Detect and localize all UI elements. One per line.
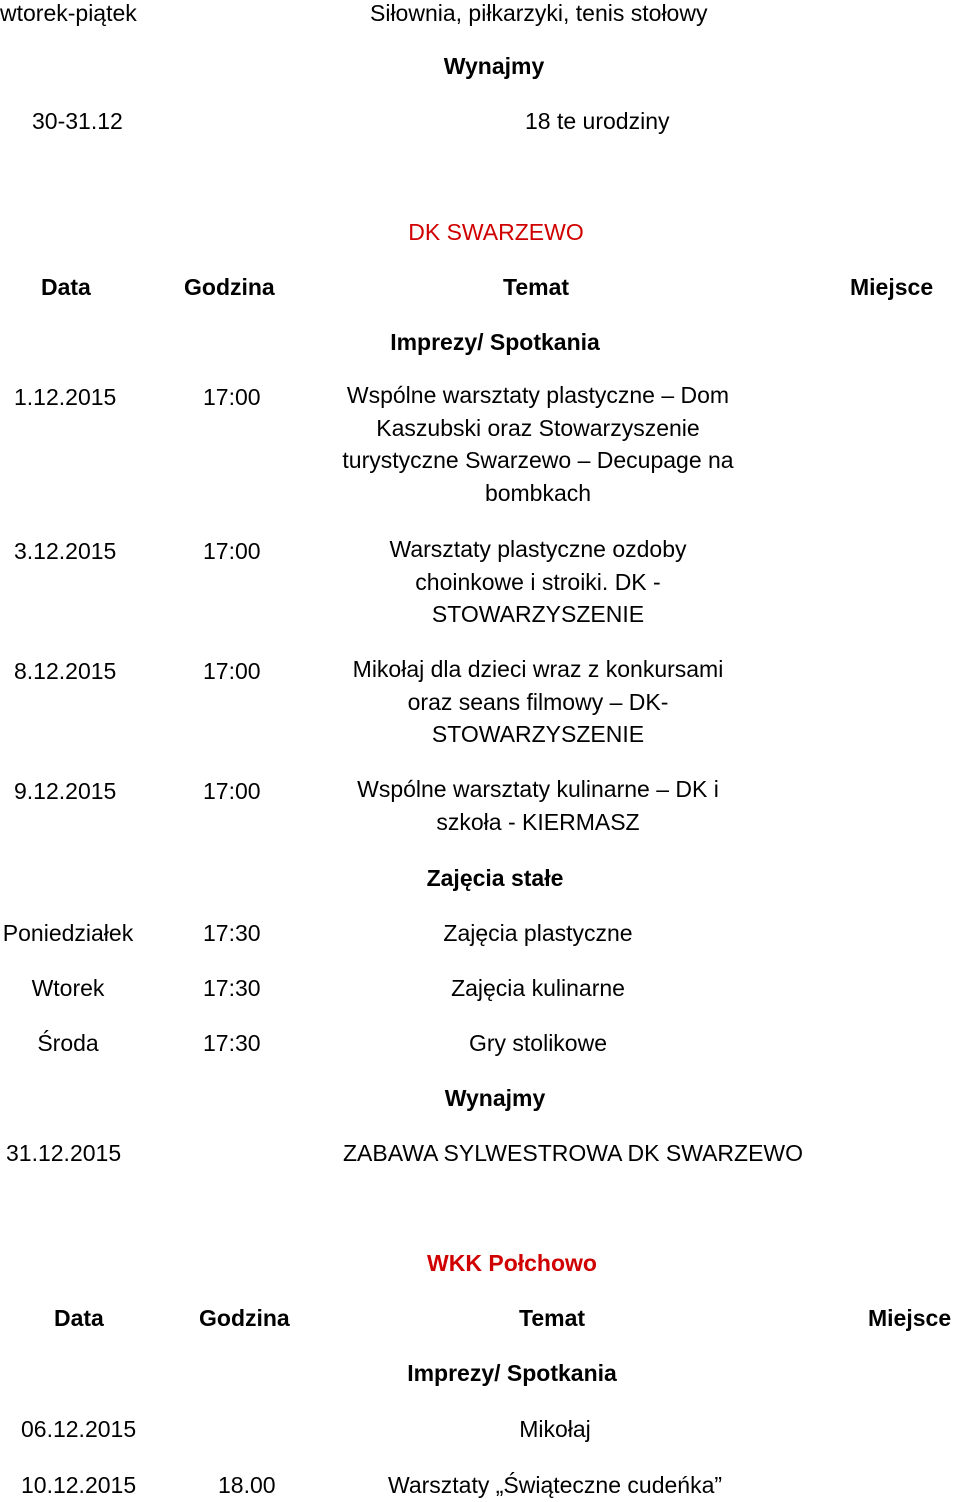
dk-event-date: 9.12.2015 (14, 778, 117, 804)
top-rent-heading: Wynajmy (443, 53, 545, 79)
top-row1-day: wtorek-piątek (0, 0, 137, 26)
dk-event-date: 1.12.2015 (14, 384, 117, 410)
dk-regular-time: 17:30 (203, 1030, 261, 1056)
wkk-events-heading: Imprezy/ Spotkania (407, 1360, 617, 1386)
dk-event-time: 17:00 (203, 384, 261, 410)
dk-event-time: 17:00 (203, 538, 261, 564)
dk-event-time: 17:00 (203, 658, 261, 684)
dk-regular-day: Środa (37, 1030, 99, 1056)
dk-events-heading: Imprezy/ Spotkania (390, 329, 600, 355)
wkk-event-date: 06.12.2015 (21, 1416, 137, 1442)
dk-event-time: 17:00 (203, 778, 261, 804)
top-row2-date: 30-31.12 (32, 108, 123, 134)
dk-header-place: Miejsce (850, 274, 934, 300)
wkk-header-topic: Temat (519, 1305, 586, 1331)
dk-regular-topic: Zajęcia kulinarne (451, 975, 625, 1001)
dk-event-topic: Wspólne warsztaty kulinarne – DK i szkoła - KIERMASZ (357, 776, 719, 835)
wkk-event-date: 10.12.2015 (21, 1472, 137, 1498)
wkk-header-place: Miejsce (868, 1305, 952, 1331)
dk-regular-heading: Zajęcia stałe (426, 865, 564, 891)
top-row2-event: 18 te urodziny (525, 108, 670, 134)
dk-regular-topic: Zajęcia plastyczne (443, 920, 633, 946)
section-title-dk-swarzewo: DK SWARZEWO (408, 219, 584, 245)
wkk-event-topic: Mikołaj (519, 1416, 591, 1442)
dk-event-topic: Mikołaj dla dzieci wraz z konkursami oraz seans filmowy – DK- STOWARZYSZENIE (352, 656, 724, 747)
wkk-event-topic: Warsztaty „Świąteczne cudeńka” (387, 1472, 723, 1498)
dk-rent-heading: Wynajmy (444, 1085, 546, 1111)
top-row1-activity: Siłownia, piłkarzyki, tenis stołowy (370, 0, 708, 26)
dk-regular-day: Wtorek (31, 975, 105, 1001)
dk-rent-event: ZABAWA SYLWESTROWA DK SWARZEWO (343, 1140, 804, 1166)
wkk-header-time: Godzina (199, 1305, 290, 1331)
dk-header-time: Godzina (184, 274, 275, 300)
dk-regular-day: Poniedziałek (2, 920, 134, 946)
dk-header-date: Data (41, 274, 91, 300)
dk-regular-time: 17:30 (203, 920, 261, 946)
section-title-wkk-polchowo: WKK Połchowo (427, 1250, 597, 1276)
dk-header-topic: Temat (503, 274, 570, 300)
dk-event-date: 8.12.2015 (14, 658, 117, 684)
wkk-event-time: 18.00 (218, 1472, 276, 1498)
wkk-header-date: Data (54, 1305, 104, 1331)
dk-regular-topic: Gry stolikowe (468, 1030, 608, 1056)
dk-event-topic: Wspólne warsztaty plastyczne – Dom Kaszubski oraz Stowarzyszenie turystyczne Swarzewo – Decupage na bombkach (342, 382, 734, 506)
dk-rent-date: 31.12.2015 (6, 1140, 122, 1166)
dk-regular-time: 17:30 (203, 975, 261, 1001)
dk-event-topic: Warsztaty plastyczne ozdoby choinkowe i stroiki. DK - STOWARZYSZENIE (389, 536, 687, 627)
dk-event-date: 3.12.2015 (14, 538, 117, 564)
